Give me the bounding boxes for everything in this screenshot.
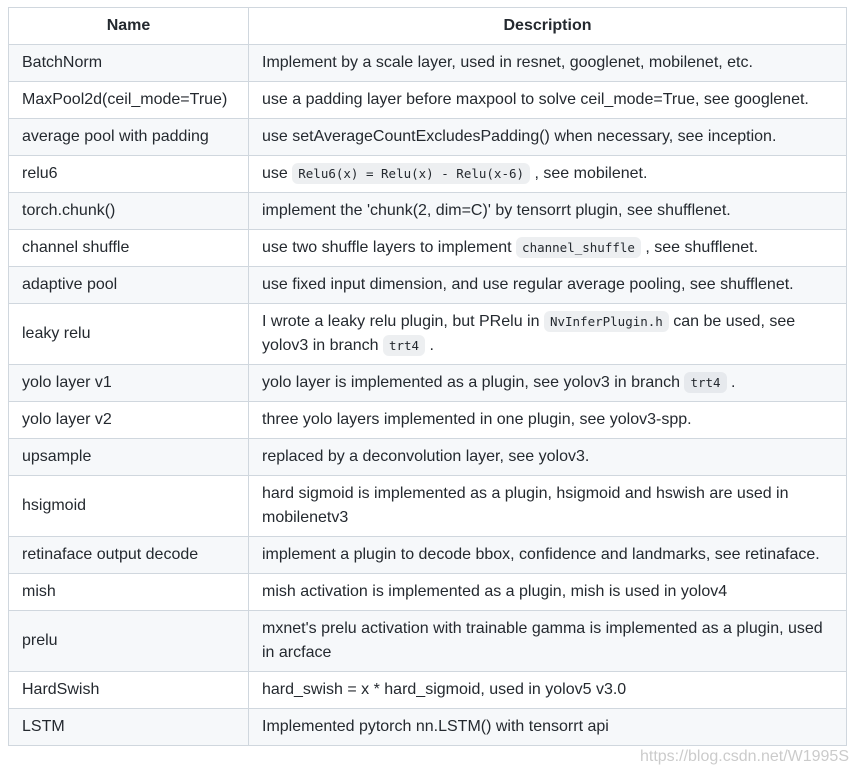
cell-name: yolo layer v1: [9, 365, 249, 402]
description-text: mish activation is implemented as a plugin, mish is used in yolov4: [262, 583, 728, 600]
description-text: yolo layer is implemented as a plugin, see yolov3 in branch: [262, 374, 685, 391]
table-row: [9, 82, 847, 119]
cell-description: [249, 537, 847, 574]
description-text: three yolo layers implemented in one plugin, see yolov3-spp.: [262, 411, 692, 428]
header-name: Name: [9, 8, 249, 45]
table-body: [9, 45, 847, 746]
description-text: use two shuffle layers to implement: [262, 239, 517, 256]
table-row: [9, 439, 847, 476]
cell-description: [249, 119, 847, 156]
description-text: use a padding layer before maxpool to solve ceil_mode=True, see googlenet.: [262, 91, 809, 108]
cell-name: yolo layer v2: [9, 402, 249, 439]
inline-code: trt4: [383, 335, 425, 356]
cell-name: HardSwish: [9, 672, 249, 709]
cell-description: [249, 156, 847, 193]
cell-name: upsample: [9, 439, 249, 476]
table-row: [9, 119, 847, 156]
cell-description: [249, 230, 847, 267]
table-row: [9, 574, 847, 611]
inline-code: NvInferPlugin.h: [544, 311, 669, 332]
description-text: hard sigmoid is implemented as a plugin, hsigmoid and hswish are used in mobilenetv3: [262, 485, 789, 526]
description-text: hard_swish = x * hard_sigmoid, used in yolov5 v3.0: [262, 681, 627, 698]
cell-description: [249, 193, 847, 230]
table-header-row: [9, 8, 847, 45]
description-text: .: [726, 374, 736, 391]
cell-name: relu6: [9, 156, 249, 193]
cell-description: [249, 439, 847, 476]
table-row: [9, 230, 847, 267]
description-text: .: [425, 337, 434, 354]
cell-description: [249, 672, 847, 709]
table-row: [9, 45, 847, 82]
cell-description: [249, 304, 847, 365]
table-row: [9, 304, 847, 365]
cell-name: channel shuffle: [9, 230, 249, 267]
cell-name: prelu: [9, 611, 249, 672]
cell-description: [249, 611, 847, 672]
table-row: [9, 476, 847, 537]
cell-name: hsigmoid: [9, 476, 249, 537]
description-text: use: [262, 165, 293, 182]
description-text: , see mobilenet.: [530, 165, 648, 182]
cell-description: [249, 476, 847, 537]
cell-name: torch.chunk(): [9, 193, 249, 230]
description-text: replaced by a deconvolution layer, see yolov3.: [262, 448, 590, 465]
cell-description: [249, 267, 847, 304]
cell-description: [249, 45, 847, 82]
cell-name: LSTM: [9, 709, 249, 746]
cell-name: average pool with padding: [9, 119, 249, 156]
description-text: use fixed input dimension, and use regular average pooling, see shufflenet.: [262, 276, 794, 293]
cell-name: MaxPool2d(ceil_mode=True): [9, 82, 249, 119]
description-text: Implemented pytorch nn.LSTM() with tensorrt api: [262, 718, 609, 735]
cell-name: mish: [9, 574, 249, 611]
table-row: [9, 611, 847, 672]
cell-description: [249, 574, 847, 611]
table-row: [9, 156, 847, 193]
description-text: use setAverageCountExcludesPadding() when necessary, see inception.: [262, 128, 777, 145]
table-row: [9, 537, 847, 574]
inline-code: trt4: [684, 372, 726, 393]
cell-description: [249, 82, 847, 119]
cell-name: BatchNorm: [9, 45, 249, 82]
table-row: [9, 193, 847, 230]
description-text: implement the 'chunk(2, dim=C)' by tensorrt plugin, see shufflenet.: [262, 202, 731, 219]
cell-name: adaptive pool: [9, 267, 249, 304]
watermark: https://blog.csdn.net/W1995S: [639, 748, 849, 765]
cell-description: [249, 365, 847, 402]
inline-code: Relu6(x) = Relu(x) - Relu(x-6): [292, 163, 530, 184]
description-text: mxnet's prelu activation with trainable gamma is implemented as a plugin, used in arcface: [262, 620, 823, 661]
inline-code: channel_shuffle: [516, 237, 641, 258]
description-text: implement a plugin to decode bbox, confidence and landmarks, see retinaface.: [262, 546, 820, 563]
header-description: Description: [249, 8, 847, 45]
table-row: [9, 365, 847, 402]
description-text: I wrote a leaky relu plugin, but PRelu in: [262, 313, 544, 330]
table-row: [9, 402, 847, 439]
table-row: [9, 709, 847, 746]
cell-description: [249, 402, 847, 439]
table-row: [9, 267, 847, 304]
table-row: [9, 672, 847, 709]
layer-support-table: [8, 7, 847, 746]
description-text: , see shufflenet.: [640, 239, 759, 256]
cell-name: retinaface output decode: [9, 537, 249, 574]
description-text: Implement by a scale layer, used in resnet, googlenet, mobilenet, etc.: [262, 54, 753, 71]
cell-description: [249, 709, 847, 746]
description-text: can be used, see yolov3 in branch: [262, 313, 796, 354]
cell-name: leaky relu: [9, 304, 249, 365]
